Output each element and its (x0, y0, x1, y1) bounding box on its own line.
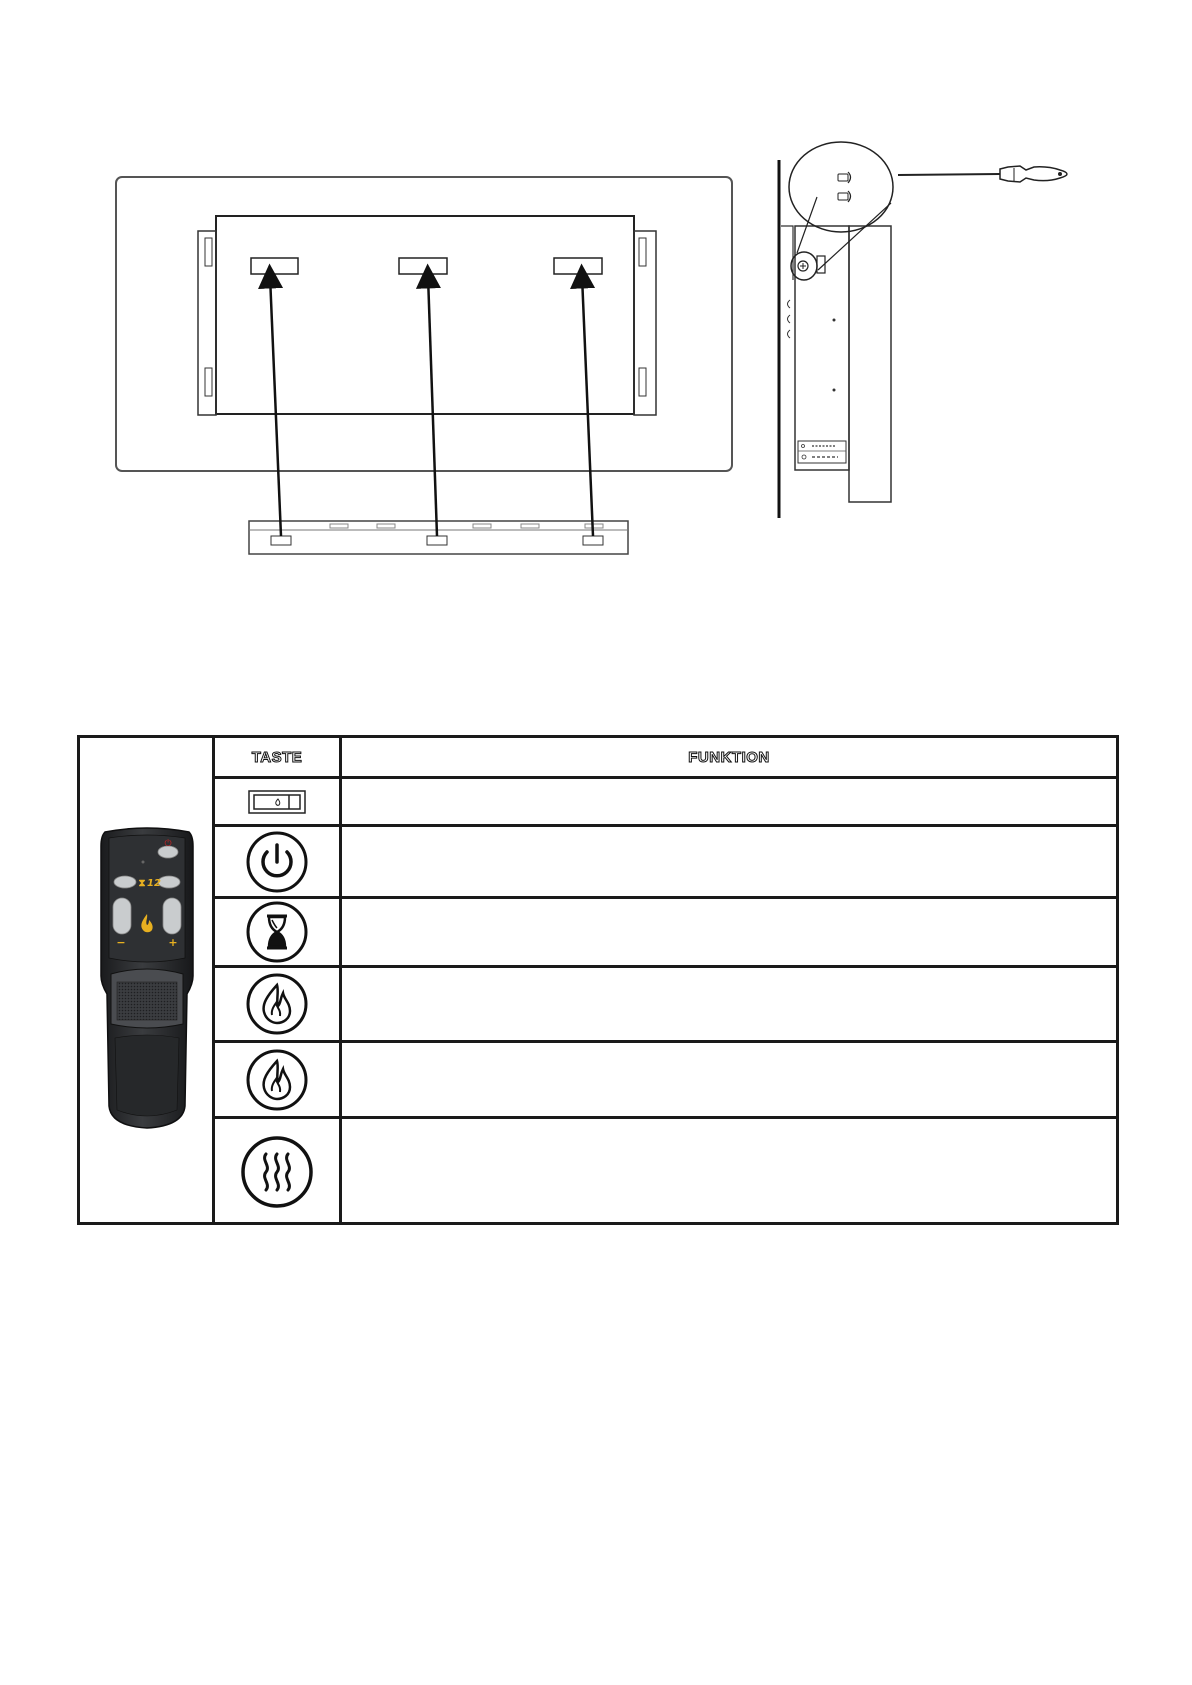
function-cell (342, 1119, 1116, 1225)
remote-function-table (77, 735, 1119, 1225)
remote-control (97, 826, 197, 1130)
fireplace-front-view (116, 177, 732, 471)
function-cell (342, 779, 1116, 824)
flame-plus-icon (245, 1048, 309, 1112)
function-cell (342, 968, 1116, 1040)
remote-display: 12 (147, 878, 161, 889)
key-cell (215, 1119, 339, 1225)
key-cell (215, 779, 339, 824)
screw-icon (838, 172, 851, 202)
function-cell (342, 1043, 1116, 1116)
timer-icon (245, 900, 309, 964)
key-cell (215, 968, 339, 1040)
header-funktion: FUNKTION (688, 749, 770, 766)
screwdriver-icon (898, 166, 1067, 182)
svg-text:⧗: ⧗ (138, 878, 146, 889)
fireplace-side-view (779, 142, 1067, 518)
key-cell (215, 899, 339, 965)
function-cell (342, 827, 1116, 896)
key-cell (215, 827, 339, 896)
power-icon (245, 830, 309, 894)
mounting-arrows (270, 276, 593, 536)
switch-icon (248, 790, 306, 814)
remote-plus: + (168, 936, 178, 949)
mounting-diagram (0, 0, 1192, 600)
header-taste: TASTE (251, 749, 303, 766)
flame-minus-icon (245, 972, 309, 1036)
function-cell (342, 899, 1116, 965)
remote-minus: − (116, 936, 126, 949)
power-glyph: ⏻ (164, 839, 172, 849)
wall-bracket (249, 521, 628, 554)
heat-icon (239, 1134, 315, 1210)
key-cell (215, 1043, 339, 1116)
